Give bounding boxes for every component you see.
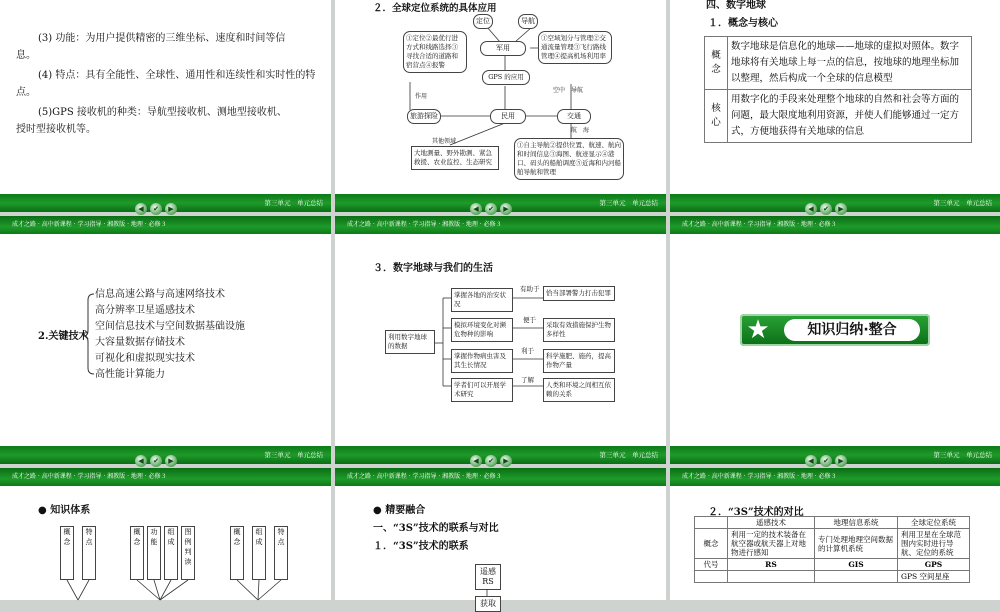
table-cell: GIS <box>815 559 898 571</box>
table-cell: 利用卫星在全球范围内实时进行导航、定位的系统 <box>898 529 970 559</box>
knowledge-node: 概念 <box>230 526 244 580</box>
slide-title: ２．“3S”技术的对比 <box>708 507 804 518</box>
knowledge-node: 图例判读 <box>181 526 195 580</box>
concept-core-table <box>704 36 972 143</box>
table-cell: 概念 <box>695 529 728 559</box>
key-tech-item: 高分辨率卫星遥感技术 <box>95 305 195 316</box>
label-sea: 航 海 <box>571 127 590 134</box>
table-header-cell: 地理信息系统 <box>815 517 898 529</box>
paragraph-traits: (4) 特点：具有全能性、全球性、通用性和连续性和实时性的特 <box>38 70 316 81</box>
next-icon[interactable]: ▶ <box>500 455 512 467</box>
table-cell: GPS <box>898 559 970 571</box>
star-icon: ★ <box>746 315 770 345</box>
footer-bar <box>670 194 1000 212</box>
node-military-right: ①空域划分与管理②交通流量管理③飞行路线管理④提高机场利用率 <box>538 31 612 64</box>
home-icon[interactable]: ✔ <box>150 455 162 467</box>
next-icon[interactable]: ▶ <box>165 203 177 215</box>
table-cell <box>695 571 728 583</box>
key-tech-item: 信息高速公路与高速网络技术 <box>95 289 225 300</box>
tree-verb: 了解 <box>521 376 534 384</box>
node-military: 军用 <box>480 41 526 56</box>
tree-verb: 便于 <box>523 316 536 324</box>
knowledge-connectors <box>0 468 331 600</box>
slide-title: ２．全球定位系统的具体应用 <box>373 3 497 14</box>
table-cell: 利用一定的技术装备在航空器或航天器上对地物进行感知 <box>728 529 815 559</box>
key-tech-item: 大容量数据存储技术 <box>95 337 185 348</box>
footer-label: 第三单元 单元总结 <box>599 451 658 459</box>
prev-icon[interactable]: ◀ <box>805 455 817 467</box>
acquire-node: 获取 <box>475 596 501 612</box>
footer-label: 第三单元 单元总结 <box>599 199 658 207</box>
home-icon[interactable]: ✔ <box>485 203 497 215</box>
slide-3s-comparison <box>670 468 1000 600</box>
node-gps-apps: GPS 的应用 <box>482 70 530 85</box>
footer-label: 第三单元 单元总结 <box>933 451 992 459</box>
footer-label: 第三单元 单元总结 <box>264 451 323 459</box>
paragraph-receivers: (5)GPS 接收机的种类：导航型接收机、测地型接收机、 <box>38 107 287 118</box>
label-other: 其他领域 <box>432 138 457 145</box>
key-tech-item: 高性能计算能力 <box>95 369 165 380</box>
tree-right-node: 科学施肥、施药，提高作物产量 <box>543 349 615 373</box>
subheading: １．“3S”技术的联系 <box>373 541 469 552</box>
slide-title: ● 精要融合 <box>373 505 426 516</box>
knowledge-node: 特点 <box>274 526 288 580</box>
tree-left-node: 掌握各地的治安状况 <box>451 288 513 312</box>
knowledge-node: 组成 <box>164 526 178 580</box>
footer-label: 第三单元 单元总结 <box>933 199 992 207</box>
knowledge-node: 概念 <box>130 526 144 580</box>
knowledge-node: 概念 <box>60 526 74 580</box>
node-traffic: 交通 <box>557 109 591 124</box>
slide-summary-badge <box>670 216 1000 464</box>
node-military-left: ①定位②最优行进方式和线路选择③寻找合适的道路和宿营点④报警 <box>403 31 467 73</box>
node-civil: 民用 <box>490 109 526 124</box>
label-air-nav: 空中 导航 <box>553 87 584 94</box>
prev-icon[interactable]: ◀ <box>135 203 147 215</box>
slide-gps-features <box>0 0 331 212</box>
home-icon[interactable]: ✔ <box>150 203 162 215</box>
table-cell <box>728 571 815 583</box>
footer-bar <box>670 446 1000 464</box>
label-role: 作用 <box>415 93 428 100</box>
table-cell <box>815 571 898 583</box>
home-icon[interactable]: ✔ <box>485 455 497 467</box>
header-bar: 成才之路 · 高中新课程 · 学习指导 · 湘教版 · 地理 · 必修３ <box>0 216 331 234</box>
paragraph-function-cont: 息。 <box>16 50 36 61</box>
paragraph-function: (3) 功能：为用户提供精密的三维坐标、速度和时间等信 <box>38 33 286 44</box>
table-header-cell: 遥感技术 <box>728 517 815 529</box>
knowledge-node: 组成 <box>252 526 266 580</box>
node-tourism: 旅游探险 <box>407 109 441 124</box>
footer-label: 第三单元 单元总结 <box>264 199 323 207</box>
knowledge-node: 功能 <box>147 526 161 580</box>
slide-title: ● 知识体系 <box>38 505 91 516</box>
badge-label: 知识归纳·整合 <box>784 319 920 341</box>
tree-left-node: 掌握作物病虫害及其生长情况 <box>451 349 513 373</box>
prev-icon[interactable]: ◀ <box>470 455 482 467</box>
section-heading: 四、数字地球 <box>706 0 766 11</box>
concept-text: 数字地球是信息化的地球——地球的虚拟对照体。数字地球将有关地球上每一点的信息，按地球的地理坐标加以整理，然后构成一个全球的信息模型 <box>728 37 972 90</box>
node-traffic-details: ①自主导航②提供位置、航速、航向和时间信息③海图、航迹显示④港口、码头的船舶调度⑤近海和内河船舶导航和管理 <box>514 138 624 180</box>
knowledge-summary-badge <box>740 314 930 346</box>
slide-title: ３．数字地球与我们的生活 <box>373 263 493 274</box>
next-icon[interactable]: ▶ <box>165 455 177 467</box>
header-bar: 成才之路 · 高中新课程 · 学习指导 · 湘教版 · 地理 · 必修３ <box>670 216 1000 234</box>
core-text: 用数字化的手段来处理整个地球的自然和社会等方面的问题，最大限度地利用资源，并使人们能够通过一定方式，方便地获得有关地球的信息 <box>728 90 972 143</box>
node-other-fields: 大地测量、野外勘测、紧急救援、农业监控、生态研究 <box>411 146 499 170</box>
table-header-cell: 全球定位系统 <box>898 517 970 529</box>
home-icon[interactable]: ✔ <box>820 203 832 215</box>
footer-bar <box>0 194 331 212</box>
tree-verb: 有助于 <box>520 285 540 293</box>
header-bar: 成才之路 · 高中新课程 · 学习指导 · 湘教版 · 地理 · 必修３ <box>335 468 666 486</box>
knowledge-node: 特点 <box>82 526 96 580</box>
tree-verb: 利于 <box>521 347 534 355</box>
header-bar: 成才之路 · 高中新课程 · 学习指导 · 湘教版 · 地理 · 必修３ <box>0 468 331 486</box>
subheading: １．概念与核心 <box>708 18 778 29</box>
next-icon[interactable]: ▶ <box>500 203 512 215</box>
header-bar: 成才之路 · 高中新课程 · 学习指导 · 湘教版 · 地理 · 必修３ <box>670 468 1000 486</box>
tree-right-node: 恰当部署警力打击犯罪 <box>543 286 615 301</box>
prev-icon[interactable]: ◀ <box>805 203 817 215</box>
node-navigate: 导航 <box>518 14 538 29</box>
slide-digital-earth-life <box>335 216 666 464</box>
table-cell: RS <box>728 559 815 571</box>
header-bar: 成才之路 · 高中新课程 · 学习指导 · 湘教版 · 地理 · 必修３ <box>335 216 666 234</box>
rs-node: 遥感RS <box>475 564 501 590</box>
prev-icon[interactable]: ◀ <box>470 203 482 215</box>
footer-bar <box>0 446 331 464</box>
next-icon[interactable]: ▶ <box>835 455 847 467</box>
node-locate: 定位 <box>473 14 493 29</box>
next-icon[interactable]: ▶ <box>835 203 847 215</box>
slide-3s-relation <box>335 468 666 608</box>
comparison-table <box>694 516 970 583</box>
table-header-cell <box>695 517 728 529</box>
root-node: 利用数字地球的数据 <box>385 330 435 354</box>
home-icon[interactable]: ✔ <box>820 455 832 467</box>
table-cell: 专门处理地理空间数据的计算机系统 <box>815 529 898 559</box>
table-cell: 代号 <box>695 559 728 571</box>
prev-icon[interactable]: ◀ <box>135 455 147 467</box>
key-tech-item: 可视化和虚拟现实技术 <box>95 353 195 364</box>
slide-digital-earth-concept <box>670 0 1000 212</box>
core-label: 核心 <box>705 90 728 143</box>
tree-left-node: 学者们可以开展学术研究 <box>451 378 513 402</box>
tree-right-node: 人类和环境之间相互依赖的关系 <box>543 378 615 402</box>
tree-left-node: 模拟环境变化对濒危物种的影响 <box>451 318 513 342</box>
paragraph-receivers-cont: 授时型接收机等。 <box>16 124 96 135</box>
footer-bar <box>335 446 666 464</box>
table-cell: GPS 空间星座 <box>898 571 970 583</box>
key-tech-item: 空间信息技术与空间数据基础设施 <box>95 321 245 332</box>
footer-bar <box>335 194 666 212</box>
concept-label: 概念 <box>705 37 728 90</box>
slide-key-technologies <box>0 216 331 464</box>
tree-right-node: 采取有效措施保护生物多样性 <box>543 318 615 342</box>
key-tech-label: 2.关键技术 <box>38 331 89 342</box>
slide-knowledge-system <box>0 468 331 600</box>
paragraph-traits-cont: 点。 <box>16 87 36 98</box>
section-heading: 一、“3S”技术的联系与对比 <box>373 523 499 534</box>
rs-connector <box>335 468 666 600</box>
diagram-connectors <box>335 0 666 212</box>
slide-gps-applications <box>335 0 666 212</box>
